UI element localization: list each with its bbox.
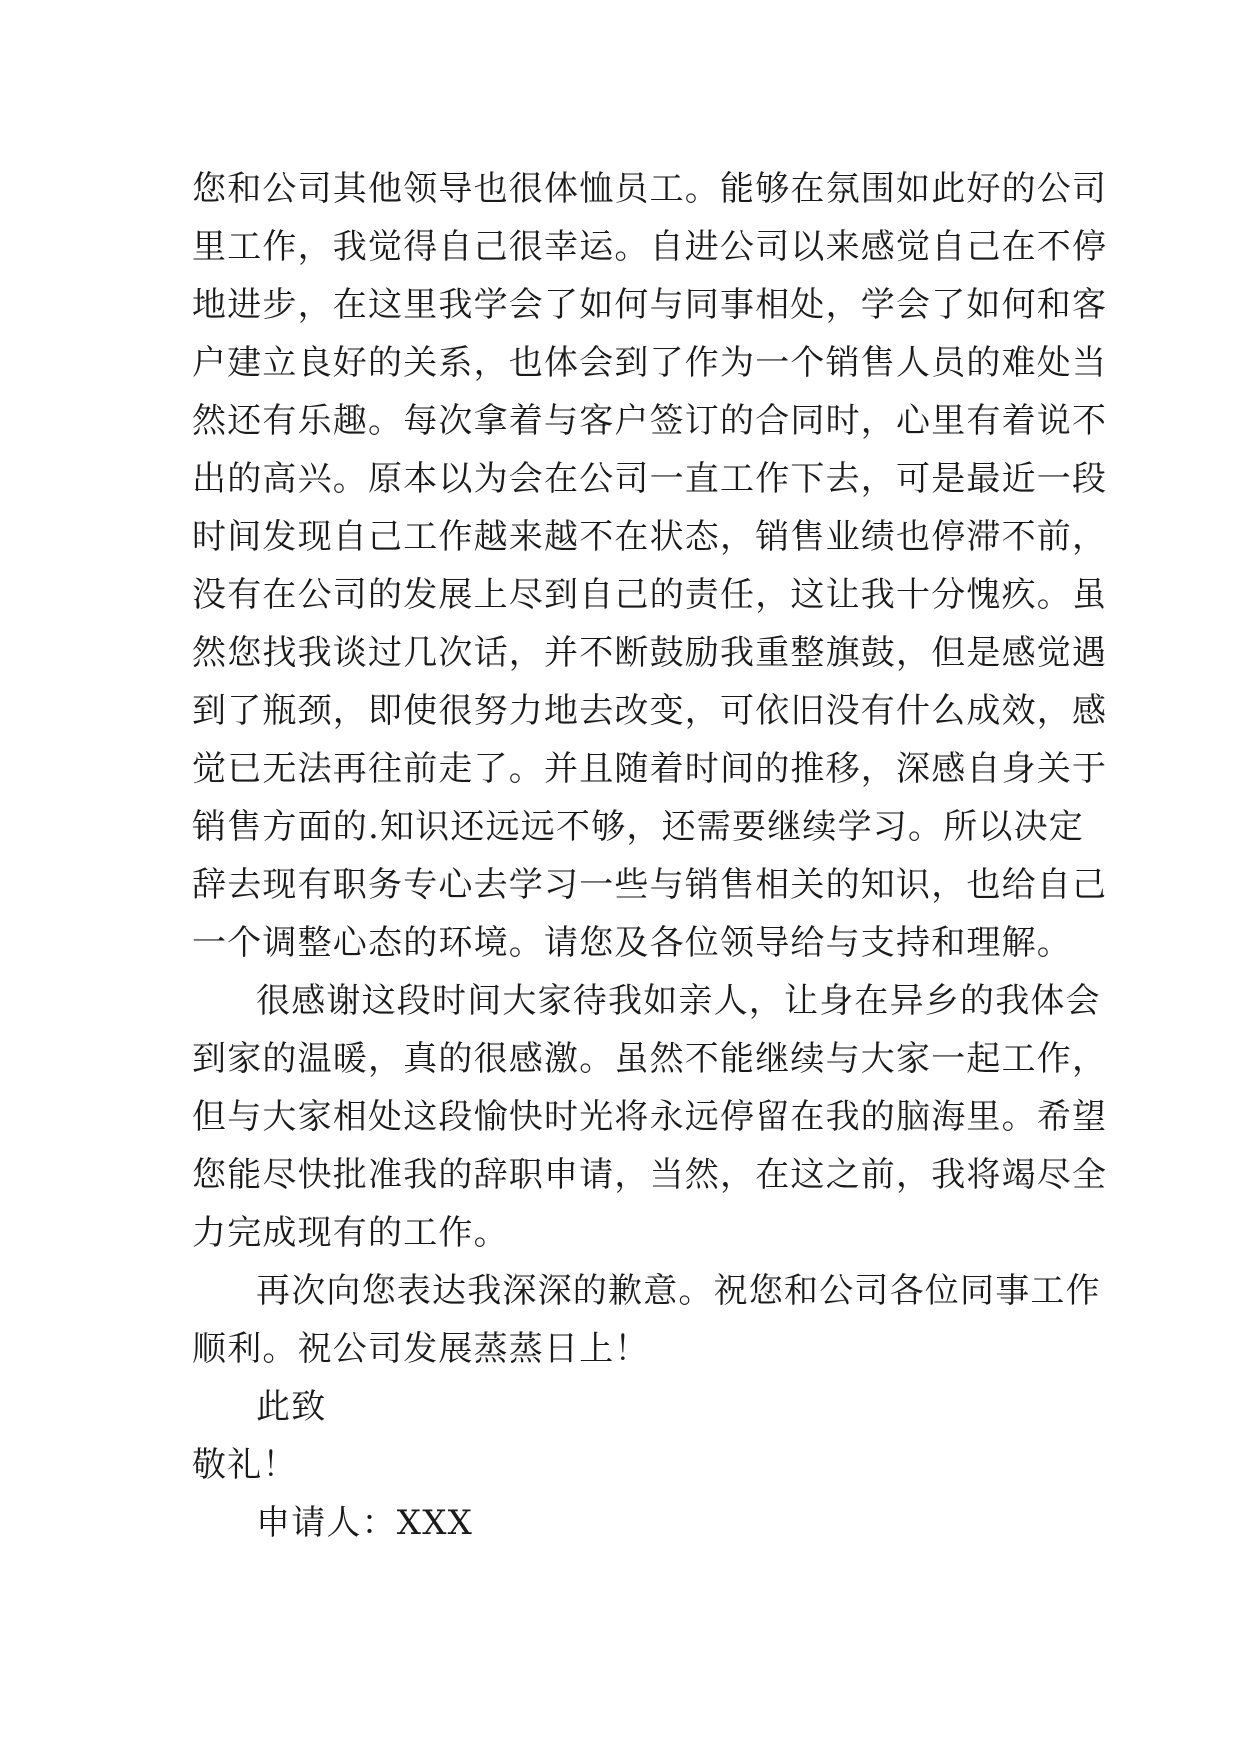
text-line: 顺利。祝公司发展蒸蒸日上！ xyxy=(192,1329,650,1369)
signature-line: 申请人：XXX xyxy=(256,1503,474,1543)
paragraph-2 xyxy=(192,972,1108,1262)
text-line: 没有在公司的发展上尽到自己的责任，这让我十分愧疚。虽 xyxy=(192,575,1108,615)
text-line: 然您找我谈过几次话，并不断鼓励我重整旗鼓，但是感觉遇 xyxy=(192,633,1108,673)
text-line: 您能尽快批准我的辞职申请，当然，在这之前，我将竭尽全 xyxy=(192,1155,1108,1195)
text-line: 到了瓶颈，即使很努力地去改变，可依旧没有什么成效，感 xyxy=(192,691,1108,731)
text-line: 再次向您表达我深深的歉意。祝您和公司各位同事工作 xyxy=(256,1271,1101,1311)
text-line: 户建立良好的关系，也体会到了作为一个销售人员的难处当 xyxy=(192,343,1108,383)
text-line: 然还有乐趣。每次拿着与客户签订的合同时，心里有着说不 xyxy=(192,401,1108,441)
text-line: 一个调整心态的环境。请您及各位领导给与支持和理解。 xyxy=(192,923,1072,963)
closing-line: 此致 xyxy=(256,1387,327,1427)
paragraph-3 xyxy=(192,1262,1101,1378)
text-line: 很感谢这段时间大家待我如亲人，让身在异乡的我体会 xyxy=(256,981,1101,1021)
text-line: 里工作，我觉得自己很幸运。自进公司以来感觉自己在不停 xyxy=(192,227,1108,267)
text-line: 辞去现有职务专心去学习一些与销售相关的知识，也给自己 xyxy=(192,865,1108,905)
text-line: 销售方面的.知识还远远不够，还需要继续学习。所以决定 xyxy=(192,807,1085,847)
text-line: 觉已无法再往前走了。并且随着时间的推移，深感自身关于 xyxy=(192,749,1108,789)
text-line: 地进步，在这里我学会了如何与同事相处，学会了如何和客 xyxy=(192,285,1108,325)
text-line: 出的高兴。原本以为会在公司一直工作下去，可是最近一段 xyxy=(192,459,1108,499)
text-line: 但与大家相处这段愉快时光将永远停留在我的脑海里。希望 xyxy=(192,1097,1108,1137)
salutation-line: 敬礼！ xyxy=(192,1445,298,1485)
paragraph-1 xyxy=(192,160,1108,972)
text-line: 您和公司其他领导也很体恤员工。能够在氛围如此好的公司 xyxy=(192,169,1108,209)
text-line: 力完成现有的工作。 xyxy=(192,1213,509,1253)
text-line: 时间发现自己工作越来越不在状态，销售业绩也停滞不前， xyxy=(192,517,1108,557)
text-line: 到家的温暖，真的很感激。虽然不能继续与大家一起工作， xyxy=(192,1039,1108,1079)
letter-body xyxy=(192,160,1108,1552)
